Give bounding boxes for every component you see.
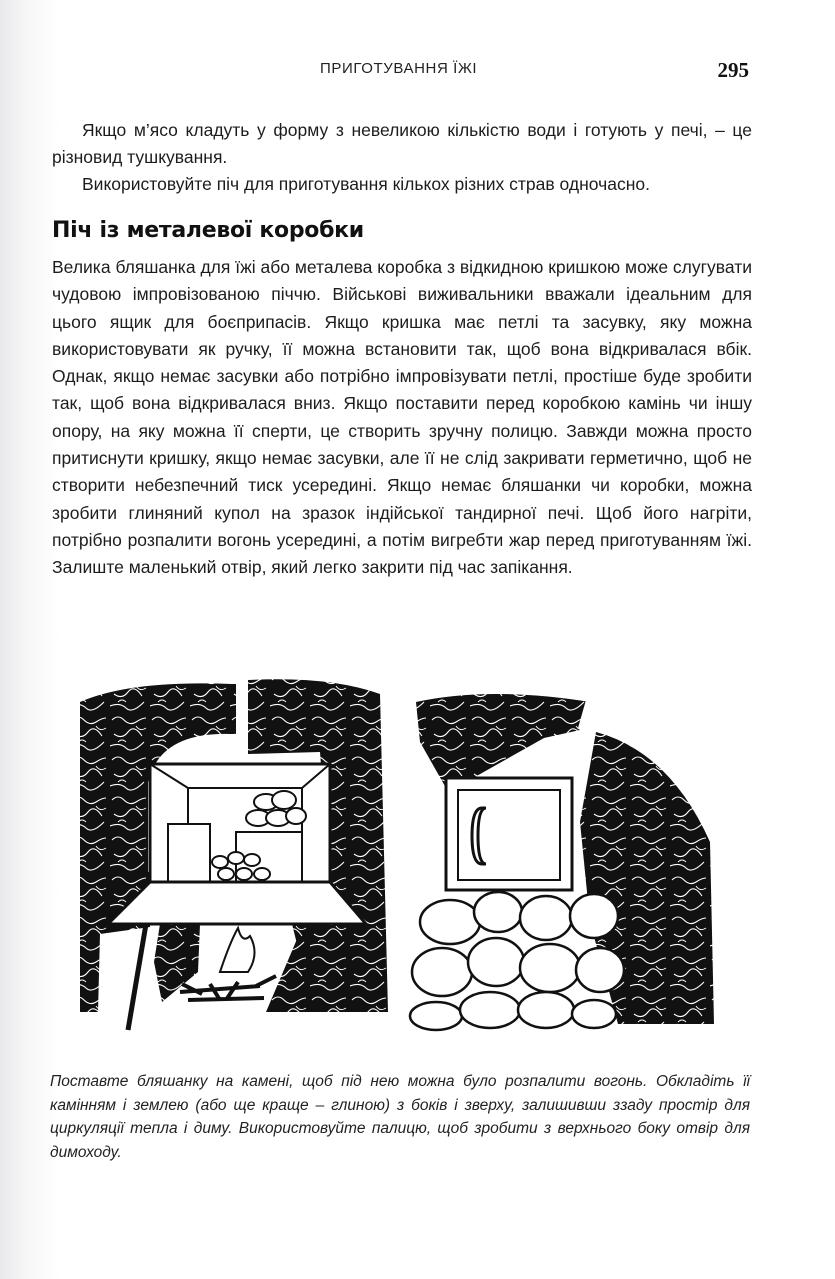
caption-text: Поставте бляшанку на камені, щоб під нею можна було розпалити вогонь. Обкладіть її камінням і землею (або ще краще – глиною) з боків і зверху, залишивши ззаду простір для циркуляції тепла і диму. Використовуйте палицю, щоб зробити з верхнього боку отвір для димоходу. — [50, 1073, 750, 1161]
oven-illustration-drawing — [70, 672, 720, 1032]
section-body — [52, 254, 752, 582]
intro-paragraph: Якщо м’ясо кладуть у форму з невеликою кількістю води і готують у печі, – це різновид тушкування. — [52, 120, 752, 167]
body-paragraph: Велика бляшанка для їжі або металева коробка з відкидною кришкою може слугувати чудовою імпровізованою піччю. Військові виживальники вважали ідеальним для цього ящик для боєприпасів. Якщо кришка має петлі та засувку, яку можна використовувати як ручку, її можна встановити так, щоб вона відкривалася вбік. Однак, якщо немає засувки або потрібно імпровізувати петлі, простіше буде зробити так, щоб вона відкривалася вниз. Якщо поставити перед коробкою камінь чи іншу опору, на яку можна її сперти, це створить зручну полицю. Завжди можна просто притиснути кришку, якщо немає засувки, але її не слід закривати герметично, щоб не створити небезпечний тиск усередині. Якщо немає бляшанки чи коробки, можна зробити глиняний купол на зразок індійської тандирної печі. Щоб його нагріти, потрібно розпалити вогонь усередині, а потім вигребти жар перед приготуванням їжі. Залиште маленький отвір, який легко закрити під час запікання. — [52, 257, 752, 578]
intro-text — [52, 117, 752, 198]
figure-caption — [50, 1070, 750, 1164]
stone-base — [410, 892, 624, 1030]
closed-oven-scene — [410, 694, 714, 1030]
intro-paragraph: Використовуйте піч для приготування кількох різних страв одночасно. — [82, 174, 650, 194]
oven-illustration — [70, 672, 720, 1032]
running-title: ПРИГОТУВАННЯ ЇЖІ — [320, 60, 478, 77]
running-head — [0, 58, 835, 82]
section-heading: Піч із металевої коробки — [52, 218, 364, 243]
open-oven-scene — [80, 676, 388, 1030]
page-number: 295 — [717, 58, 749, 82]
